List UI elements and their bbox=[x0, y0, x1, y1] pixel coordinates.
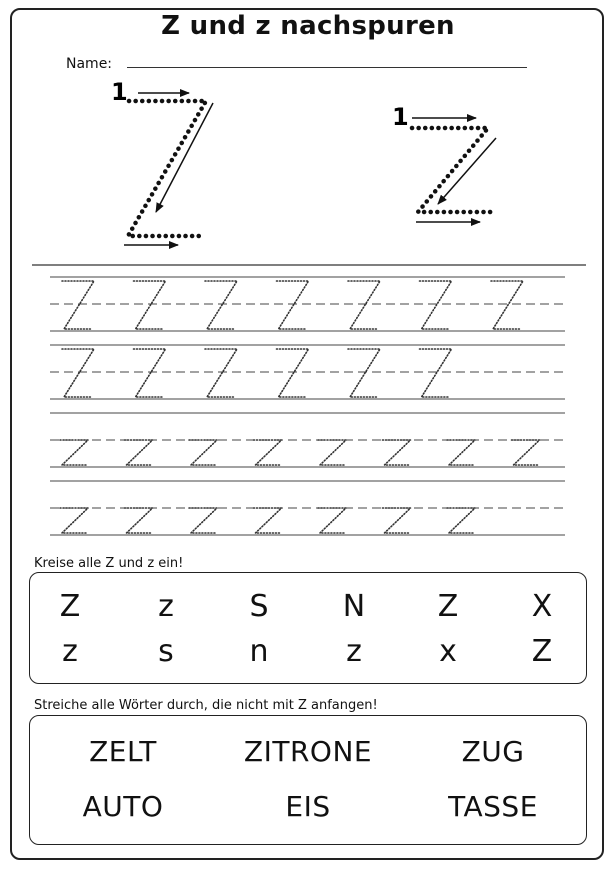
trace-letter-lower bbox=[60, 508, 88, 533]
upper-step-number: 1 bbox=[111, 78, 128, 106]
name-label: Name: bbox=[66, 56, 113, 72]
circle-task-box bbox=[29, 572, 587, 684]
circle-task-instruction: Kreise alle Z und z ein! bbox=[34, 556, 184, 571]
circle-letter[interactable]: s bbox=[158, 634, 174, 669]
strike-word[interactable]: ZITRONE bbox=[243, 735, 373, 768]
circle-letter[interactable]: X bbox=[531, 589, 553, 624]
trace-letter-lower bbox=[125, 508, 153, 533]
circle-letter[interactable]: Z bbox=[437, 589, 459, 624]
trace-letter-lower bbox=[318, 508, 346, 533]
circle-letter[interactable]: n bbox=[249, 634, 269, 669]
strike-word[interactable]: EIS bbox=[285, 790, 331, 823]
trace-letter-upper bbox=[348, 281, 380, 329]
strike-word[interactable]: AUTO bbox=[82, 790, 164, 823]
strike-task-instruction: Streiche alle Wörter durch, die nicht mit Z anfangen! bbox=[34, 698, 378, 713]
trace-letter-upper bbox=[62, 281, 94, 329]
trace-letter-upper bbox=[420, 281, 452, 329]
circle-letter[interactable]: N bbox=[342, 589, 366, 624]
trace-letter-lower bbox=[189, 440, 217, 465]
circle-letter[interactable]: Z bbox=[531, 634, 553, 669]
trace-letter-lower bbox=[383, 508, 411, 533]
trace-letter-lower bbox=[125, 440, 153, 465]
trace-letter-lower bbox=[447, 508, 475, 533]
circle-letter[interactable]: z bbox=[62, 634, 78, 669]
trace-letter-lower bbox=[254, 440, 282, 465]
trace-letter-upper bbox=[491, 281, 523, 329]
trace-letter-upper bbox=[62, 349, 94, 397]
trace-letter-lower bbox=[318, 440, 346, 465]
strike-word[interactable]: TASSE bbox=[448, 790, 538, 823]
trace-letter-upper bbox=[134, 281, 166, 329]
trace-letter-upper bbox=[348, 349, 380, 397]
trace-letter-lower bbox=[447, 440, 475, 465]
trace-letter-upper bbox=[277, 281, 309, 329]
trace-letter-upper bbox=[277, 349, 309, 397]
trace-letter-upper bbox=[134, 349, 166, 397]
worksheet-title: Z und z nachspuren bbox=[161, 11, 455, 41]
lower-step-number: 1 bbox=[392, 103, 409, 131]
trace-letter-lower bbox=[383, 440, 411, 465]
circle-letter[interactable]: Z bbox=[59, 589, 81, 624]
trace-letter-upper bbox=[205, 281, 237, 329]
strike-word[interactable]: ZUG bbox=[461, 735, 525, 768]
circle-letter[interactable]: z bbox=[346, 634, 362, 669]
circle-letter[interactable]: x bbox=[439, 634, 457, 669]
strike-word[interactable]: ZELT bbox=[89, 735, 157, 768]
circle-letter[interactable]: z bbox=[158, 589, 174, 624]
trace-letter-lower bbox=[512, 440, 540, 465]
trace-letter-upper bbox=[205, 349, 237, 397]
trace-letter-lower bbox=[60, 440, 88, 465]
circle-letter[interactable]: S bbox=[249, 589, 269, 624]
trace-letter-lower bbox=[189, 508, 217, 533]
trace-letter-lower bbox=[254, 508, 282, 533]
trace-letter-upper bbox=[420, 349, 452, 397]
